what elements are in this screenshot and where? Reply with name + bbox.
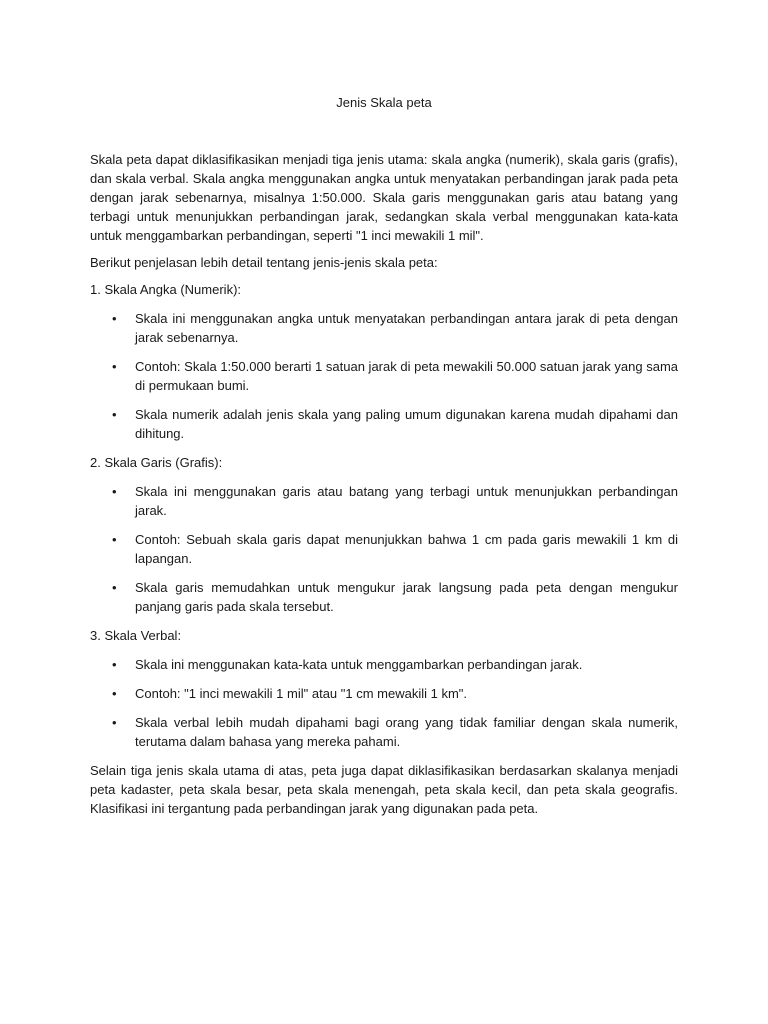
list-item-text: Contoh: Skala 1:50.000 berarti 1 satuan jarak di peta mewakili 50.000 satuan jarak yang sama di permukaan bumi. xyxy=(135,359,678,393)
bullet-list xyxy=(90,655,678,751)
list-item-text: Skala numerik adalah jenis skala yang paling umum digunakan karena mudah dipahami dan dihitung. xyxy=(135,407,678,441)
list-item-text: Skala ini menggunakan garis atau batang yang terbagi untuk menunjukkan perbandingan jarak. xyxy=(135,484,678,518)
list-item-text: Contoh: Sebuah skala garis dapat menunjukkan bahwa 1 cm pada garis mewakili 1 km di lapangan. xyxy=(135,532,678,566)
list-item xyxy=(90,713,678,751)
list-item xyxy=(90,530,678,568)
list-item-text: Skala ini menggunakan angka untuk menyatakan perbandingan antara jarak di peta dengan jarak sebenarnya. xyxy=(135,311,678,345)
list-item xyxy=(90,309,678,347)
lead-paragraph: Berikut penjelasan lebih detail tentang jenis-jenis skala peta: xyxy=(90,255,438,270)
bullet-icon: • xyxy=(112,686,117,701)
list-item xyxy=(90,578,678,616)
section-graphic-scale xyxy=(90,453,678,616)
section-numeric-scale xyxy=(90,280,678,443)
list-item xyxy=(90,405,678,443)
section-heading: 3. Skala Verbal: xyxy=(90,628,182,643)
bullet-icon: • xyxy=(112,311,117,326)
bullet-icon: • xyxy=(112,359,117,374)
bullet-icon: • xyxy=(112,580,117,595)
list-item xyxy=(90,684,678,703)
closing-paragraph: Selain tiga jenis skala utama di atas, peta juga dapat diklasifikasikan berdasarkan skalanya menjadi peta kadaster, peta skala besar, peta skala menengah, peta skala kecil, dan peta skala geografis. Klasifikasi ini tergantung pada perbandingan jarak yang digunakan pada peta. xyxy=(90,763,678,816)
document-body xyxy=(90,150,678,826)
list-item-text: Skala ini menggunakan kata-kata untuk menggambarkan perbandingan jarak. xyxy=(135,657,583,672)
document-title: Jenis Skala peta xyxy=(336,95,432,110)
list-item xyxy=(90,357,678,395)
list-item xyxy=(90,655,678,674)
section-verbal-scale xyxy=(90,626,678,751)
list-item xyxy=(90,482,678,520)
intro-paragraph: Skala peta dapat diklasifikasikan menjadi tiga jenis utama: skala angka (numerik), skala garis (grafis), dan skala verbal. Skala angka menggunakan angka untuk menyatakan perbandingan jarak pada peta dengan jarak sebenarnya, misalnya 1:50.000. Skala garis menggunakan garis atau batang yang terbagi untuk menunjukkan perbandingan jarak, sedangkan skala verbal menggunakan kata-kata untuk menggambarkan perbandingan, seperti "1 inci mewakili 1 mil". xyxy=(90,152,678,243)
bullet-list xyxy=(90,482,678,616)
list-item-text: Skala garis memudahkan untuk mengukur jarak langsung pada peta dengan mengukur panjang garis pada skala tersebut. xyxy=(135,580,678,614)
bullet-list xyxy=(90,309,678,443)
list-item-text: Contoh: "1 inci mewakili 1 mil" atau "1 cm mewakili 1 km". xyxy=(135,686,468,701)
section-heading: 1. Skala Angka (Numerik): xyxy=(90,282,242,297)
bullet-icon: • xyxy=(112,657,117,672)
section-heading: 2. Skala Garis (Grafis): xyxy=(90,455,223,470)
bullet-icon: • xyxy=(112,715,117,730)
bullet-icon: • xyxy=(112,407,117,422)
bullet-icon: • xyxy=(112,532,117,547)
bullet-icon: • xyxy=(112,484,117,499)
list-item-text: Skala verbal lebih mudah dipahami bagi orang yang tidak familiar dengan skala numerik, terutama dalam bahasa yang mereka pahami. xyxy=(135,715,678,749)
